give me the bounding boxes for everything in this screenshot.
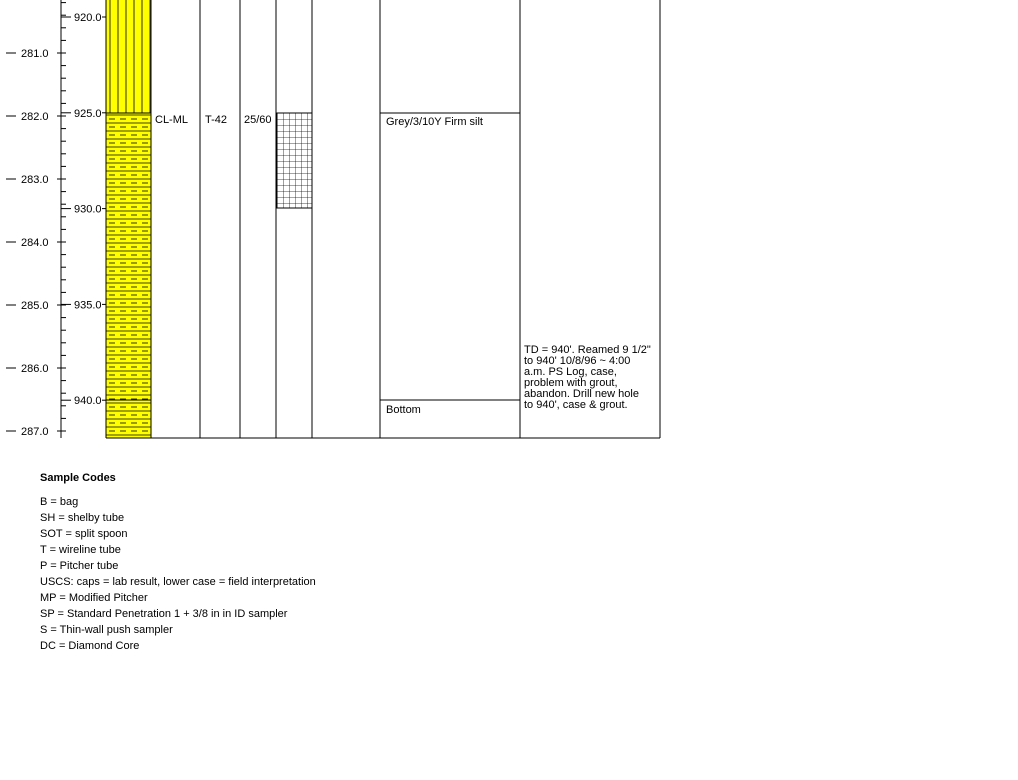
legend-item: P = Pitcher tube [40,560,119,572]
legend-item: B = bag [40,496,79,508]
depth-axis [6,0,106,438]
remark-line: problem with grout, [524,377,618,389]
legend-item: USCS: caps = lab result, lower case = field interpretation [40,576,316,588]
remarks-text [524,344,651,411]
remark-line: abandon. Drill new hole [524,388,639,400]
meter-tick-label: 283.0 [21,174,49,186]
legend-item: S = Thin-wall push sampler [40,624,173,636]
remark-line: TD = 940'. Reamed 9 1/2" [524,344,651,356]
meter-tick-label: 287.0 [21,426,49,438]
soil-description: Grey/3/10Y Firm silt [386,116,483,128]
lithology-upper-fill [106,0,151,113]
feet-tick-label: 935.0 [74,299,102,312]
lithology-lower-fill [106,113,151,438]
legend-item: SH = shelby tube [40,512,125,524]
remark-line: to 940', case & grout. [524,399,628,411]
remark-line: a.m. PS Log, case, [524,366,617,378]
legend-item: DC = Diamond Core [40,640,140,652]
meter-tick-label: 285.0 [21,300,49,312]
sample-codes-legend [40,470,316,654]
meter-tick-label: 286.0 [21,363,49,375]
uscs-code: CL-ML [155,114,189,126]
bottom-label: Bottom [386,404,421,416]
feet-tick-label: 925.0 [74,107,102,120]
meter-tick-label: 281.0 [21,48,49,60]
feet-tick-label: 930.0 [74,203,102,216]
legend-item: T = wireline tube [40,544,121,556]
meter-tick-label: 284.0 [21,237,49,249]
sample-interval-box [277,113,312,208]
lithology-column [106,0,151,438]
blow-count: 25/60 [244,114,272,126]
legend-item: SOT = split spoon [40,528,128,540]
meter-tick-label: 282.0 [21,111,49,123]
feet-tick-label: 920.0 [74,12,102,24]
remark-line: to 940' 10/8/96 ~ 4:00 [524,355,631,367]
legend-title: Sample Codes [40,472,116,484]
legend-item: MP = Modified Pitcher [40,592,148,604]
sample-number: T-42 [205,114,228,126]
feet-tick-label: 940.0 [74,395,102,408]
legend-item: SP = Standard Penetration 1 + 3/8 in in ID sampler [40,608,288,620]
